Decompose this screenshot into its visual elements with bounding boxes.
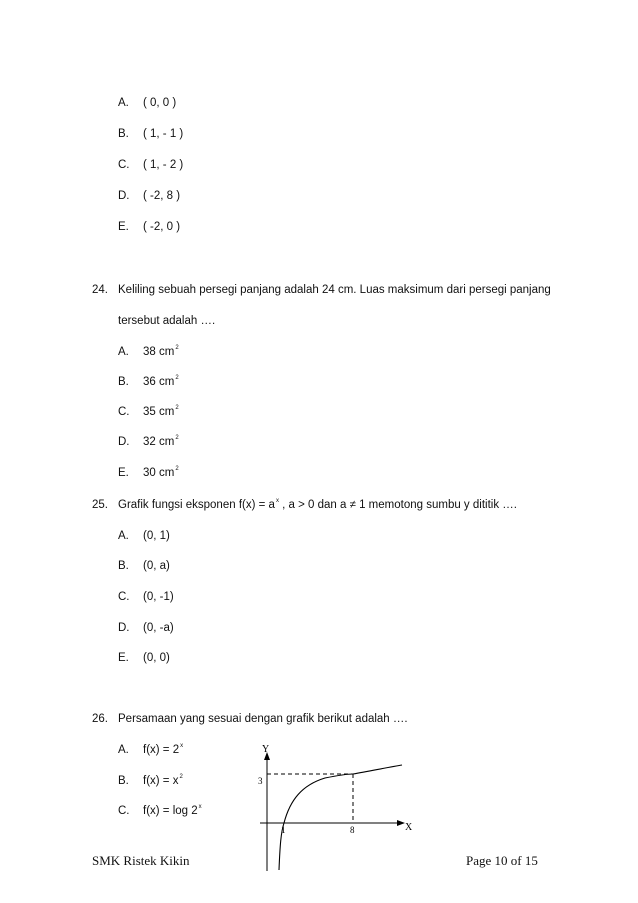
option-letter: C. bbox=[118, 406, 130, 418]
x-axis-arrow bbox=[397, 820, 405, 826]
option-text: ( 1, - 1 ) bbox=[143, 128, 184, 140]
option-letter: C. bbox=[118, 591, 130, 603]
logarithm-graph bbox=[250, 740, 425, 875]
x-tick-label: 8 bbox=[350, 825, 355, 835]
option-letter: A. bbox=[118, 744, 129, 756]
question-number: 24. bbox=[92, 284, 108, 296]
option-letter: D. bbox=[118, 436, 130, 448]
y-axis-label: Y bbox=[262, 744, 270, 755]
option-letter: B. bbox=[118, 775, 129, 787]
option-letter: D. bbox=[118, 190, 130, 202]
option-text: 36 $cm^2$ bbox=[143, 375, 179, 388]
footer-school: SMK Ristek Kikin bbox=[92, 853, 190, 868]
option-text: 30 $cm^2$ bbox=[143, 466, 179, 479]
option-text: 32 $cm^2$ bbox=[143, 435, 179, 448]
x-tick-label: 1 bbox=[281, 825, 286, 835]
question-number: 25. bbox=[92, 499, 108, 511]
option-text: ( -2, 0 ) bbox=[143, 221, 181, 233]
option-text: ( 0, 0 ) bbox=[143, 97, 177, 109]
question-text-continued: tersebut adalah …. bbox=[118, 315, 216, 327]
option-text: (0, -1) bbox=[143, 591, 174, 603]
option-text: (0, a) bbox=[143, 560, 170, 572]
option-text: (0, 0) bbox=[143, 652, 170, 664]
option-text: ( 1, - 2 ) bbox=[143, 159, 184, 171]
option-letter: A. bbox=[118, 530, 129, 542]
option-text: (0, 1) bbox=[143, 530, 170, 542]
option-text: f(x) = log 2$^x$ bbox=[143, 804, 202, 817]
x-axis-label: X bbox=[405, 822, 413, 833]
question-text: Grafik fungsi eksponen $f(x) = a^x$ , a > 0 dan a ≠ 1 memotong sumbu y dititik …. bbox=[118, 498, 517, 511]
option-text: 38 $cm^2$ bbox=[143, 345, 179, 358]
option-letter: E. bbox=[118, 221, 129, 233]
log-curve bbox=[279, 765, 402, 870]
option-text: $f(x) = 2^x$ bbox=[143, 743, 184, 756]
option-letter: E. bbox=[118, 467, 129, 479]
option-letter: E. bbox=[118, 652, 129, 664]
option-letter: B. bbox=[118, 128, 129, 140]
option-text: 35 $cm^2$ bbox=[143, 405, 179, 418]
option-text: $f(x) = x^2$ bbox=[143, 774, 183, 787]
option-letter: C. bbox=[118, 805, 130, 817]
option-letter: D. bbox=[118, 622, 130, 634]
footer-page-number: Page 10 of 15 bbox=[466, 853, 538, 868]
question-text: Persamaan yang sesuai dengan grafik berikut adalah …. bbox=[118, 713, 408, 725]
option-text: ( -2, 8 ) bbox=[143, 190, 181, 202]
option-letter: A. bbox=[118, 346, 129, 358]
option-letter: B. bbox=[118, 560, 129, 572]
option-letter: A. bbox=[118, 97, 129, 109]
option-letter: B. bbox=[118, 376, 129, 388]
y-tick-label: 3 bbox=[258, 776, 263, 786]
question-text: Keliling sebuah persegi panjang adalah 24 cm. Luas maksimum dari persegi panjang bbox=[118, 284, 551, 296]
option-text: (0, -a) bbox=[143, 622, 174, 634]
question-number: 26. bbox=[92, 713, 108, 725]
option-letter: C. bbox=[118, 159, 130, 171]
